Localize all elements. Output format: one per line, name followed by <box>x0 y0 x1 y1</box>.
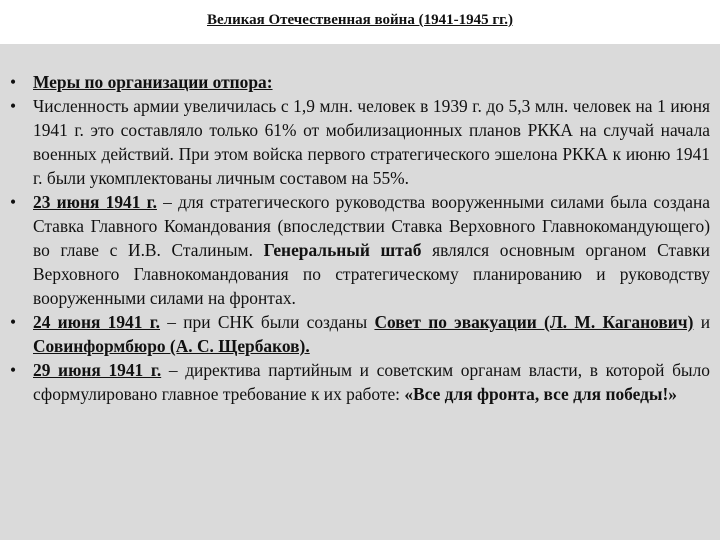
bullet-item-june-24 <box>8 310 710 358</box>
bullet-text-cont: являлся основным органом Ставки Верховного Главнокомандования по стратегическому планированию и руководству вооруженными силами на фронтах. <box>33 240 710 308</box>
bullet-item-june-23 <box>8 190 710 310</box>
bullet-item-june-29 <box>8 358 710 406</box>
conjunction: и <box>693 312 710 332</box>
slide-content <box>0 44 720 540</box>
bold-term: Генеральный штаб <box>263 240 422 260</box>
date-label: 24 июня 1941 г. <box>33 312 161 332</box>
bullet-text: – директива партийным и советским органам власти, в которой было сформулировано главное требование к их работе: <box>33 360 710 404</box>
slogan-quote: «Все для фронта, все для победы!» <box>404 384 677 404</box>
title-bar <box>0 0 720 45</box>
slide-title: Великая Отечественная война (1941-1945 гг.) <box>206 12 513 28</box>
bullet-text: – для стратегического руководства вооруженными силами была создана Ставка Главного Командования (впоследствии Ставка Верховного Главнокомандующего) во главе с И.В. Сталиным. <box>33 192 710 260</box>
org-sovinformburo: Совинформбюро (А. С. Щербаков). <box>33 336 310 356</box>
bullet-item-army-size <box>8 94 710 190</box>
bullet-heading: Меры по организации отпора: <box>33 72 273 92</box>
date-label: 23 июня 1941 г. <box>33 192 157 212</box>
bullet-item-measures <box>8 70 710 94</box>
bullet-text: Численность армии увеличилась с 1,9 млн. человек в 1939 г. до 5,3 млн. человек на 1 июня 1941 г. это составляло только 61% от мобилизационных планов РККА на случай начала военных действий. При этом войска первого стратегического эшелона РККА к июню 1941 г. были укомплектованы личным составом на 55%. <box>33 96 710 188</box>
bullet-text: – при СНК были созданы <box>160 312 375 332</box>
date-label: 29 июня 1941 г. <box>33 360 162 380</box>
org-evacuation-council: Совет по эвакуации (Л. М. Каганович) <box>374 312 694 332</box>
bullet-list <box>8 70 710 406</box>
